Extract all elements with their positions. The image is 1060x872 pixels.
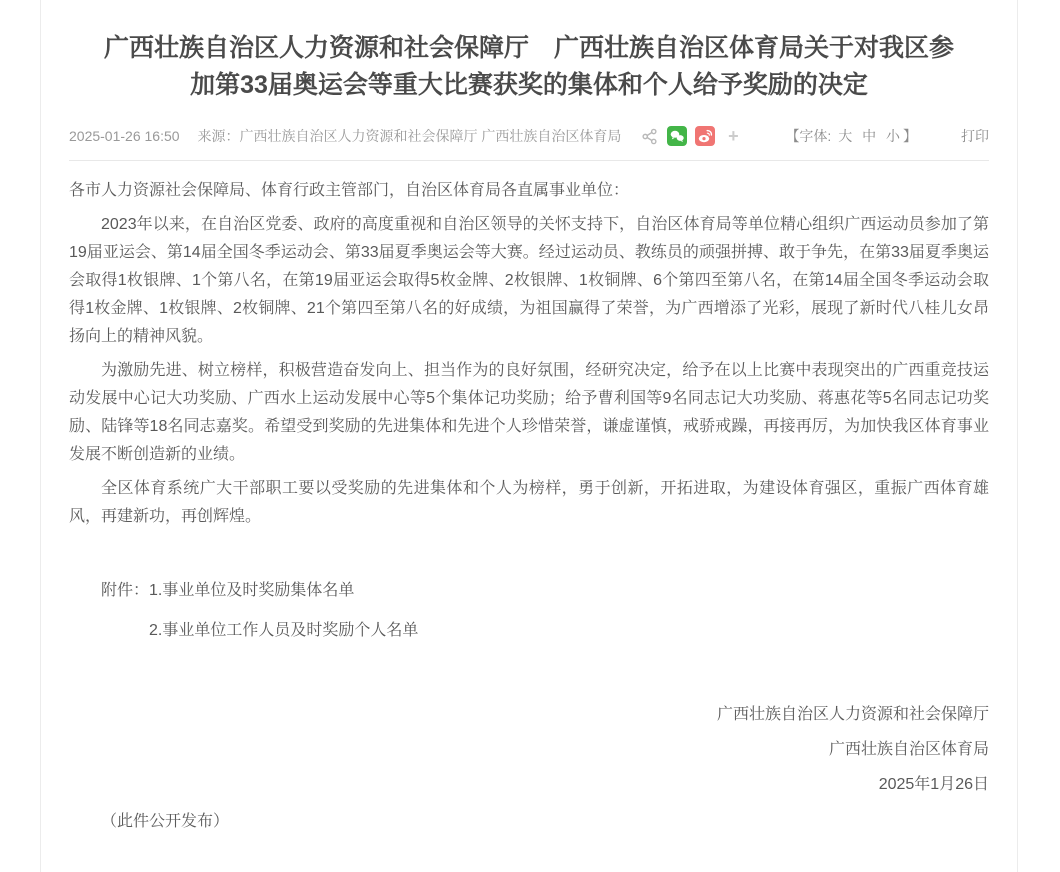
font-size-small[interactable]: 小 <box>886 128 900 144</box>
publish-datetime: 2025-01-26 16:50 <box>69 128 180 144</box>
signature-block <box>69 697 989 802</box>
meta-info <box>69 126 621 146</box>
public-release-note: （此件公开发布） <box>101 813 230 830</box>
share-icon[interactable] <box>639 126 659 146</box>
weibo-share-icon[interactable] <box>695 126 715 146</box>
more-share-icon[interactable]: + <box>728 126 739 146</box>
source-value: 广西壮族自治区人力资源和社会保障厅 广西壮族自治区体育局 <box>239 128 622 144</box>
source-line <box>198 126 622 146</box>
document-body <box>69 177 989 836</box>
attachment-item <box>69 571 989 611</box>
attachment-label: 附件： <box>101 582 150 599</box>
font-label-close: 】 <box>903 128 917 144</box>
body-paragraph: 2023年以来，在自治区党委、政府的高度重视和自治区领导的关怀支持下，自治区体育局等单位精心组织广西运动员参加了第19届亚运会、第14届全国冬季运动会、第33届夏季奥运会等大赛。经过运动员、教练员的顽强拼搏、敢于争先，在第33届夏季奥运会取得1枚银牌、1个第八名，在第19届亚运会取得5枚金牌、2枚银牌、1枚铜牌、6个第四至第八名，在第14届全国冬季运动会取得1枚金牌、1枚银牌、2枚铜牌、21个第四至第八名的好成绩，为祖国赢得了荣誉，为广西增添了光彩，展现了新时代八桂儿女昂扬向上的精神风貌。 <box>69 216 989 345</box>
article-container <box>40 0 1018 872</box>
font-size-large[interactable]: 大 <box>838 128 853 144</box>
page-title: 广西壮族自治区人力资源和社会保障厅 广西壮族自治区体育局关于对我区参加第33届奥运会等重大比赛获奖的集体和个人给予奖励的决定 <box>103 34 954 99</box>
signature-org: 广西壮族自治区体育局 <box>828 741 989 758</box>
salutation: 各市人力资源社会保障局、体育行政主管部门，自治区体育局各直属事业单位： <box>69 182 630 199</box>
body-paragraph: 全区体育系统广大干部职工要以受奖励的先进集体和个人为榜样，勇于创新，开拓进取，为建设体育强区，重振广西体育雄风，再建新功，再创辉煌。 <box>69 480 989 525</box>
wechat-share-icon[interactable] <box>667 126 687 146</box>
meta-actions <box>639 126 989 146</box>
print-button[interactable]: 打印 <box>961 128 989 144</box>
font-label-open: 【字体: <box>785 128 832 144</box>
font-size-control <box>785 126 917 146</box>
signature-date: 2025年1月26日 <box>878 776 989 793</box>
body-paragraph: 为激励先进、树立榜样，积极营造奋发向上、担当作为的良好氛围，经研究决定，给予在以上比赛中表现突出的广西重竞技运动发展中心记大功奖励、广西水上运动发展中心等5个集体记功奖励；给予曹利国等9名同志记大功奖励、蒋惠花等5名同志记功奖励、陆锋等18名同志嘉奖。希望受到奖励的先进集体和先进个人珍惜荣誉，谦虚谨慎，戒骄戒躁，再接再厉，为加快我区体育事业发展不断创造新的业绩。 <box>69 362 989 463</box>
attachment-item-text: 1.事业单位及时奖励集体名单 <box>149 582 355 599</box>
signature-org: 广西壮族自治区人力资源和社会保障厅 <box>716 706 989 723</box>
attachment-list <box>69 571 989 651</box>
source-label: 来源： <box>197 128 240 144</box>
attachment-item: 2.事业单位工作人员及时奖励个人名单 <box>149 622 419 639</box>
font-size-medium[interactable]: 中 <box>862 128 877 144</box>
meta-bar <box>69 126 989 161</box>
